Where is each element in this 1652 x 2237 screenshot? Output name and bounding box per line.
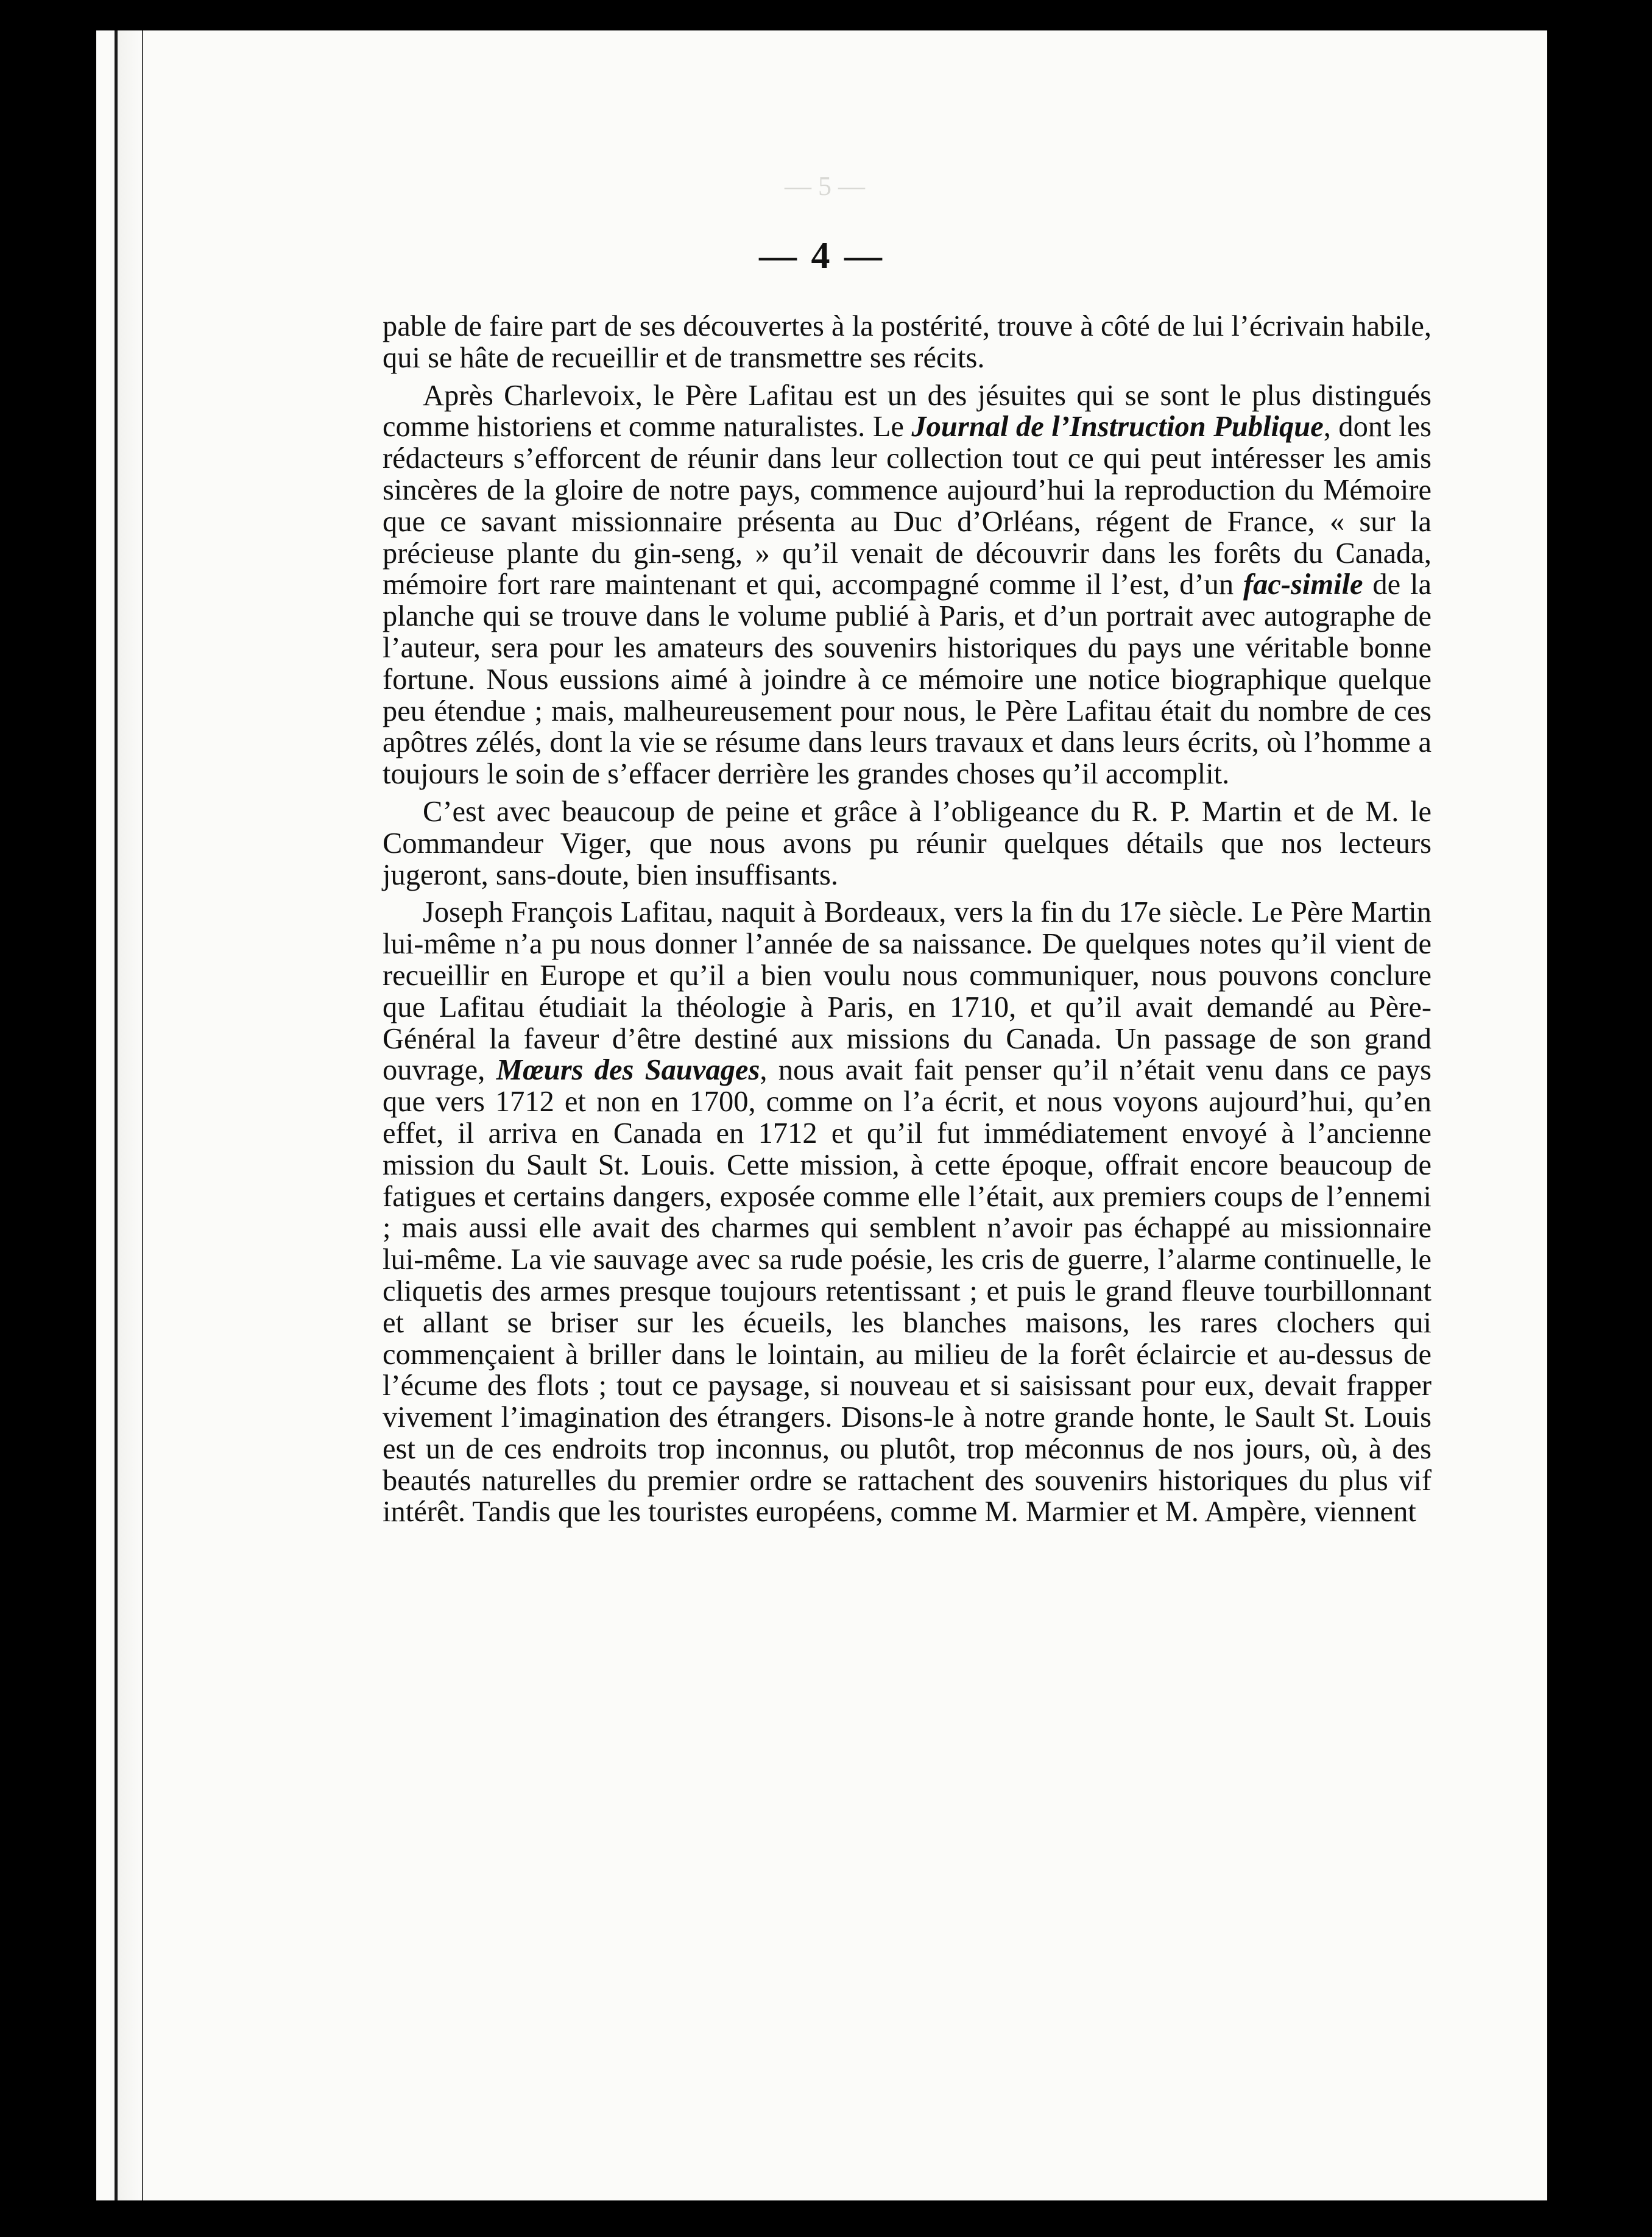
document-page [96,30,1547,2200]
paragraph-3 [383,796,1431,891]
paragraph-4 [383,897,1431,1528]
text-run: , nous avait fait penser qu’il n’était venu dans ce pays que vers 1712 et non en 1700, comme on l’a écrit, et nous voyons aujourd’hui, qu’en effet, il arriva en Canada en 1712 et qu’il fut immédiatement envoyé à l’ancienne mission du Sault St. Louis. Cette mission, à cette époque, offrait encore beaucoup de fatigues et certains dangers, exposée comme elle l’était, aux premiers coups de l’ennemi ; mais aussi elle avait des charmes qui semblent n’avoir pas échappé au missionnaire lui-même. La vie sauvage avec sa rude poésie, les cris de guerre, l’alarme continuelle, le cliquetis des armes presque toujours retentissant ; et puis le grand fleuve tourbillonnant et allant se briser sur les écueils, les blanches maisons, les rares clochers qui commençaient à briller dans le lointain, au milieu de la forêt éclaircie et au-dessus de l’écume des flots ; tout ce paysage, si nouveau et si saisissant pour eux, devait frapper vivement l’imagination des étrangers. Disons-le à notre grande honte, le Sault St. Louis est un de ces endroits trop inconnus, ou plutôt, trop méconnus de nos jours, où, à des beautés naturelles du premier ordre se rattachent des souvenirs historiques du plus vif intérêt. Tandis que les touristes européens, comme M. Marmier et M. Ampère, viennent [383,1054,1431,1528]
italic-phrase: fac-simile [1243,568,1363,601]
italic-phrase: Mœurs des Sauvages [496,1054,760,1087]
paragraph-2 [383,380,1431,790]
text-run: pable de faire part de ses découvertes à la postérité, trouve à côté de lui l’écrivain habile, qui se hâte de recueillir et de transmettre ses récits. [383,310,1431,374]
body-text [383,311,1431,1534]
text-run: de la planche qui se trouve dans le volume publié à Paris, et d’un portrait avec autographe de l’auteur, sera pour les amateurs des souvenirs historiques du pays une véritable bonne fortune. Nous eussions aimé à joindre à ce mémoire une notice biographique quelque peu étendue ; mais, malheureusement pour nous, le Père Lafitau était du nombre de ces apôtres zélés, dont la vie se résume dans leurs travaux et dans leurs écrits, où l’homme a toujours le soin de s’effacer derrière les grandes choses qu’il accomplit. [383,568,1431,791]
text-run: Joseph François Lafitau, naquit à Bordeaux, vers la fin du 17e siècle. Le Père Martin lui-même n’a pu nous donner l’année de sa naissance. De quelques notes qu’il vient de recueillir en Europe et qu’il a bien voulu nous communiquer, nous pouvons conclure que Lafitau étudiait la théologie à Paris, en 1710, et qu’il avait demandé au Père-Général la faveur d’être destiné aux missions du Canada. Un passage de son grand ouvrage, [383,896,1431,1087]
italic-phrase: Journal de l’Instruction Publique [911,411,1324,444]
bleed-through-header: — 5 — [785,171,865,201]
page-number: — 4 — [759,235,884,277]
paragraph-1 [383,311,1431,374]
text-run: , dont les rédacteurs s’efforcent de réunir dans leur collection tout ce qui peut intéresser les amis sincères de la gloire de notre pays, commence aujourd’hui la reproduction du Mémoire que ce savant missionnaire présenta au Duc d’Orléans, régent de France, « sur la précieuse plante du gin-seng, » qu’il venait de découvrir dans les forêts du Canada, mémoire fort rare maintenant et qui, accompagné comme il l’est, d’un [383,411,1431,601]
binding-spine [115,30,143,2200]
text-run: C’est avec beaucoup de peine et grâce à l’obligeance du R. P. Martin et de M. le Commandeur Viger, que nous avons pu réunir quelques détails que nos lecteurs jugeront, sans-doute, bien insuffisants. [383,795,1431,891]
text-run: Après Charlevoix, le Père Lafitau est un des jésuites qui se sont le plus distingués comme historiens et comme naturalistes. Le [383,379,1431,444]
